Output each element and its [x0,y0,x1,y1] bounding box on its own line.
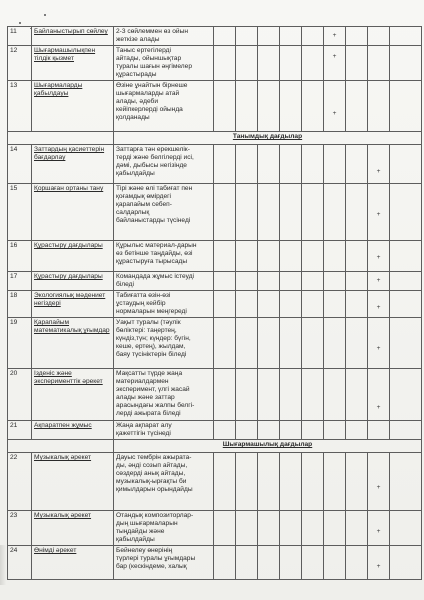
skill-description [114,421,214,440]
assessment-cell [390,27,422,46]
assessment-cell [324,318,346,369]
description-line: арасындағы жалпы белгі- [116,402,195,409]
section-spacer [8,440,114,453]
skill-name: Ақпаратпен жұмыс [32,421,114,440]
row-number: 18 [8,291,32,318]
description-line: ды, әнді созып айтады, [116,462,188,469]
assessment-cell [390,291,422,318]
skill-name: Музыкалық әрекет [32,511,114,546]
handwritten-plus-mark: + [376,277,381,284]
assessment-cell [258,546,280,580]
description-line: қоғамдық өмірдегі [116,193,172,200]
assessment-cell [302,511,324,546]
description-line: біледі [116,281,134,288]
assessment-cell [302,421,324,440]
assessment-cell [390,511,422,546]
skill-description [114,318,214,369]
description-line: қарапайым себеп- [116,201,172,208]
description-line: құрастыруға тырысады [116,258,188,265]
assessment-cell [236,421,258,440]
skill-name: Құрастыру дағдылары [32,241,114,272]
table-row [8,421,422,440]
assessment-cell [346,421,368,440]
assessment-cell [368,272,390,291]
assessment-cell [280,241,302,272]
assessment-cell [368,145,390,184]
assessment-cell [236,291,258,318]
description-line: 2-3 сөйлеммен өз ойын [116,28,188,35]
skill-name: Қарапайым математикалық ұғымдар [32,318,114,369]
description-line: қабылдайды [116,536,155,543]
description-line: қимылдарын орындайды [116,486,193,493]
handwritten-plus-mark: + [332,110,337,117]
table-row [8,369,422,421]
assessment-cell [258,81,280,132]
row-number: 20 [8,369,32,421]
table-row [8,453,422,511]
description-line: сөздерді анық айтады, [116,470,186,477]
assessment-cell [302,81,324,132]
table-row [8,184,422,241]
assessment-cell [214,546,236,580]
skill-name: Музыкалық әрекет [32,453,114,511]
assessment-cell [280,184,302,241]
handwritten-plus-mark: + [376,528,381,535]
assessment-cell [236,272,258,291]
handwritten-plus-mark: + [376,484,381,491]
assessment-cell [214,145,236,184]
table-row [8,46,422,81]
scan-edge-shadow [0,545,6,585]
section-title: Шығармашылық дағдылар [114,440,422,453]
assessment-table [7,26,422,580]
row-number: 22 [8,453,32,511]
assessment-cell [368,511,390,546]
description-line: терді және белгілерді исі, [116,154,194,161]
skill-name: Экологиялық мәдениет негіздері [32,291,114,318]
assessment-cell [324,46,346,81]
description-line: Тірі және өлі табиғат пен [116,185,193,192]
assessment-cell [214,184,236,241]
assessment-cell [302,184,324,241]
table-row [8,241,422,272]
assessment-cell [302,145,324,184]
assessment-cell [258,318,280,369]
assessment-cell [390,369,422,421]
assessment-cell [236,46,258,81]
description-line: байланыстарды түсінеді [116,217,191,224]
skill-description [114,81,214,132]
assessment-cell [280,421,302,440]
description-line: өз бетінше таңдайды, өзі [116,250,193,257]
assessment-cell [302,318,324,369]
assessment-cell [280,511,302,546]
assessment-cell [214,272,236,291]
assessment-cell [368,46,390,81]
description-line: Заттарға тән ерекшелік- [116,146,190,153]
assessment-cell [368,453,390,511]
description-line: Табиғатта өзін-өзі [116,292,171,299]
assessment-cell [346,369,368,421]
assessment-cell [324,546,346,580]
row-number: 13 [8,81,32,132]
assessment-cell [368,369,390,421]
description-line: баяу түсініктерін біледі [116,351,187,358]
assessment-cell [214,291,236,318]
description-line: бар (кескіндеме, халық [116,563,187,570]
skill-name: Ізденіс және эксперименттік әрекет [32,369,114,421]
assessment-cell [346,81,368,132]
assessment-cell [280,291,302,318]
assessment-cell [302,27,324,46]
handwritten-plus-mark: + [376,304,381,311]
description-line: қажеттігін түсінеді [116,430,171,437]
description-line: туралы шағын әңгімелер [116,63,192,70]
assessment-cell [258,453,280,511]
table-row [8,81,422,132]
description-line: тыңдайды және [116,528,165,535]
assessment-cell [236,318,258,369]
assessment-cell [368,318,390,369]
assessment-cell [214,511,236,546]
assessment-cell [324,145,346,184]
assessment-cell [346,511,368,546]
assessment-cell [368,546,390,580]
description-line: Құрылыс материал-дарын [116,242,197,249]
description-line: жеткізе алады [116,36,160,43]
assessment-cell [258,27,280,46]
assessment-cell [324,511,346,546]
assessment-cell [346,318,368,369]
assessment-cell [236,453,258,511]
description-line: қолданады [116,114,150,121]
description-line: Таныс ертегілерді [116,47,171,54]
description-line: Командада жұмыс істеуді [116,273,195,280]
assessment-cell [214,46,236,81]
assessment-cell [324,27,346,46]
assessment-cell [236,145,258,184]
assessment-cell [390,241,422,272]
assessment-cell [390,453,422,511]
assessment-cell [368,241,390,272]
description-line: салдарлық [116,209,150,216]
description-line: музыкалық-ырғақты би [116,478,187,485]
skill-description [114,241,214,272]
assessment-cell [258,241,280,272]
assessment-cell [324,453,346,511]
assessment-cell [214,421,236,440]
assessment-cell [280,81,302,132]
assessment-cell [236,369,258,421]
skill-name: Өнімді әрекет [32,546,114,580]
row-number: 19 [8,318,32,369]
description-line: түрлері туралы ұғымдары [116,555,196,562]
assessment-cell [280,369,302,421]
skill-name: Шығармашылықпен тілдік қызмет [32,46,114,81]
assessment-cell [214,318,236,369]
assessment-cell [368,291,390,318]
description-line: лерді ажырата біледі [116,410,181,417]
skill-description [114,272,214,291]
assessment-cell [280,453,302,511]
description-line: дәмі, дыбысы негізінде [116,162,187,169]
assessment-cell [280,46,302,81]
description-line: Мақсатты түрде жаңа [116,370,183,377]
assessment-cell [302,241,324,272]
assessment-cell [214,81,236,132]
description-line: алады, әдеби [116,98,158,105]
assessment-cell [346,145,368,184]
assessment-cell [368,421,390,440]
description-line: Бейнелеу өнерінің [116,547,173,554]
assessment-cell [324,184,346,241]
section-title: Танымдық дағдылар [114,132,422,145]
description-line: шығармаларды атай [116,90,180,97]
assessment-cell [302,272,324,291]
description-line: күндіз,түн; күндер: бүгін, [116,335,191,342]
assessment-cell [236,241,258,272]
description-line: дың шығармаларын [116,520,178,527]
handwritten-plus-mark: + [376,254,381,261]
description-line: ұстаудың кейбір [116,300,166,307]
assessment-cell [258,511,280,546]
row-number: 24 [8,546,32,580]
assessment-cell [324,291,346,318]
assessment-cell [280,546,302,580]
row-number: 15 [8,184,32,241]
assessment-cell [258,46,280,81]
assessment-cell [346,241,368,272]
row-number: 14 [8,145,32,184]
description-line: кейіпкерлерді ойында [116,106,183,113]
assessment-cell [214,453,236,511]
table-row [8,546,422,580]
row-number: 11 [8,27,32,46]
handwritten-plus-mark: + [332,32,337,39]
assessment-cell [390,184,422,241]
assessment-cell [236,81,258,132]
assessment-cell [346,184,368,241]
assessment-cell [280,272,302,291]
handwritten-plus-mark: + [376,404,381,411]
assessment-cell [258,421,280,440]
assessment-cell [302,46,324,81]
skill-description [114,291,214,318]
table-row [8,27,422,46]
description-line: Дауыс тембрін ажырата- [116,454,192,461]
description-line: Жаңа ақпарат алу [116,422,172,429]
description-line: Өзіне ұнайтын бірнеше [116,82,188,89]
assessment-cell [346,546,368,580]
section-row [8,132,422,145]
description-line: айтады, ойыншықтар [116,55,182,62]
assessment-cell [368,27,390,46]
description-line: материалдармен [116,378,169,385]
table-row [8,318,422,369]
skill-description [114,511,214,546]
assessment-cell [214,241,236,272]
assessment-cell [302,453,324,511]
assessment-cell [368,81,390,132]
assessment-cell [390,46,422,81]
assessment-cell [302,369,324,421]
skill-description [114,546,214,580]
description-line: эксперимент, үлгі жасай [116,386,190,393]
description-line: құрастырады [116,71,157,78]
assessment-cell [390,546,422,580]
assessment-cell [258,291,280,318]
assessment-cell [214,369,236,421]
description-line: кеше, ертең), жылдам, [116,343,186,350]
assessment-cell [280,27,302,46]
assessment-cell [236,511,258,546]
handwritten-plus-mark: + [332,53,337,60]
row-number: 17 [8,272,32,291]
description-line: қабылдайды [116,170,155,177]
scan-speck [19,22,21,24]
assessment-cell [236,184,258,241]
assessment-cell [258,145,280,184]
table-row [8,145,422,184]
skill-description [114,184,214,241]
assessment-cell [258,369,280,421]
handwritten-plus-mark: + [376,345,381,352]
assessment-cell [346,27,368,46]
skill-name: Қоршаған ортаны тану [32,184,114,241]
skill-description [114,453,214,511]
table-row [8,291,422,318]
skill-name: Байланыстырып сөйлеу [32,27,114,46]
skill-description [114,27,214,46]
assessment-cell [324,421,346,440]
skill-name: Құрастыру дағдылары [32,272,114,291]
table-row [8,272,422,291]
section-spacer [8,132,114,145]
assessment-cell [258,184,280,241]
assessment-cell [258,272,280,291]
skill-description [114,46,214,81]
assessment-cell [368,184,390,241]
description-line: бөліктері: таңертең, [116,327,177,334]
description-line: Отандық композиторлар- [116,512,194,519]
assessment-cell [390,272,422,291]
description-line: нормаларын меңгереді [116,308,187,315]
assessment-cell [346,46,368,81]
assessment-cell [280,318,302,369]
skill-description [114,145,214,184]
assessment-cell [324,241,346,272]
assessment-cell [214,27,236,46]
scan-speck [44,14,46,16]
skill-name: Шығармаларды қабылдауы [32,81,114,132]
skill-name: Заттардың қасиеттерін бағдарлау [32,145,114,184]
assessment-cell [390,81,422,132]
assessment-cell [346,291,368,318]
row-number: 16 [8,241,32,272]
assessment-cell [236,546,258,580]
assessment-cell [324,369,346,421]
assessment-cell [390,145,422,184]
assessment-cell [280,145,302,184]
row-number: 21 [8,421,32,440]
handwritten-plus-mark: + [376,563,381,570]
description-line: Уақыт туралы (тәулік [116,319,181,326]
assessment-cell [346,453,368,511]
row-number: 12 [8,46,32,81]
row-number: 23 [8,511,32,546]
assessment-cell [302,546,324,580]
assessment-cell [390,318,422,369]
assessment-cell [236,27,258,46]
skill-description [114,369,214,421]
assessment-cell [324,81,346,132]
handwritten-plus-mark: + [376,168,381,175]
assessment-cell [346,272,368,291]
assessment-cell [302,291,324,318]
description-line: алады және заттар [116,394,175,401]
assessment-cell [390,421,422,440]
table-row [8,511,422,546]
handwritten-plus-mark: + [376,211,381,218]
section-row [8,440,422,453]
assessment-cell [324,272,346,291]
